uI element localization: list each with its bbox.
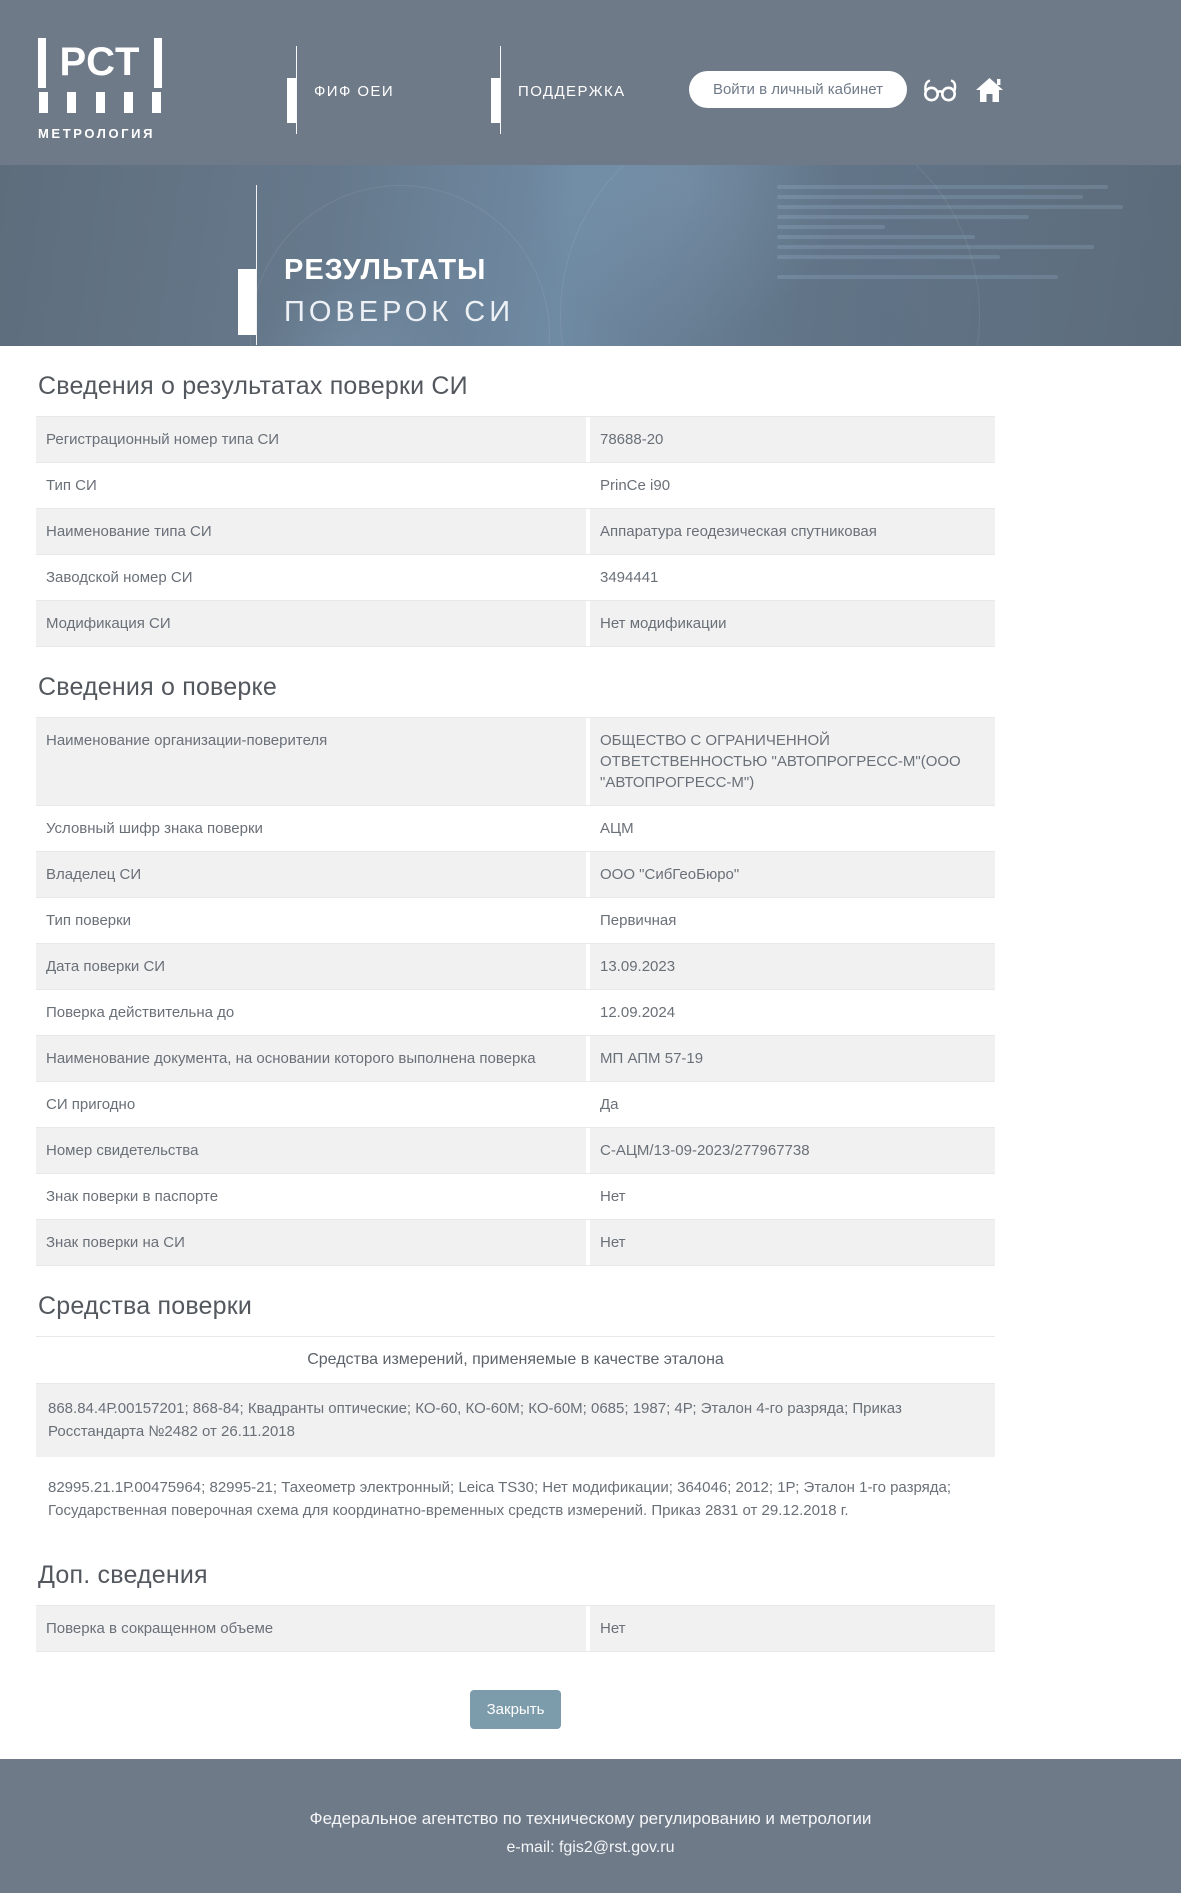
table-row	[36, 601, 995, 647]
row-value: Первичная	[600, 912, 677, 929]
page-title-line1: РЕЗУЛЬТАТЫ	[284, 254, 487, 286]
row-label: Поверка действительна до	[46, 1004, 235, 1021]
means-table	[36, 1336, 995, 1535]
row-label: Номер свидетельства	[36, 1128, 586, 1173]
section-heading-results: Сведения о результатах поверки СИ	[38, 372, 468, 400]
logo-left-bar	[38, 38, 46, 88]
logo-subtext: МЕТРОЛОГИЯ	[38, 126, 156, 141]
row-label: Наименование организации-поверителя	[36, 718, 586, 805]
row-label: Тип поверки	[46, 912, 132, 929]
table-row	[36, 944, 995, 990]
row-label: Условный шифр знака поверки	[46, 820, 263, 837]
glasses-icon[interactable]	[922, 77, 959, 103]
means-item: 868.84.4Р.00157201; 868-84; Квадранты оптические; КО-60, КО-60М; КО-60М; 0685; 1987; 4Р; Эталон 4-го разряда; Приказ Росстандарта №2482 от 26.11.2018	[36, 1384, 995, 1457]
nav-item-label: ФИФ ОЕИ	[314, 83, 395, 100]
row-value: Да	[600, 1096, 619, 1113]
nav-item-fif-oei[interactable]	[286, 46, 394, 134]
row-label: Тип СИ	[46, 477, 97, 494]
table-row	[36, 990, 995, 1036]
table-row	[36, 1606, 995, 1652]
row-label: Заводской номер СИ	[46, 569, 193, 586]
row-value: АЦМ	[600, 820, 634, 837]
footer-agency-text: Федеральное агентство по техническому регулированию и метрологии	[309, 1809, 872, 1828]
row-value: 78688-20	[590, 417, 995, 462]
row-label: Дата поверки СИ	[36, 944, 586, 989]
row-value: 12.09.2024	[600, 1004, 676, 1021]
row-label: Знак поверки в паспорте	[46, 1188, 219, 1205]
table-row	[36, 417, 995, 463]
logo-right-bar	[154, 38, 162, 88]
row-value: 3494441	[600, 569, 659, 586]
table-row	[36, 1174, 995, 1220]
row-label: Владелец СИ	[36, 852, 586, 897]
table-row	[36, 1220, 995, 1266]
login-button[interactable]: Войти в личный кабинет	[689, 71, 907, 108]
footer-email-link[interactable]: e-mail: fgis2@rst.gov.ru	[506, 1839, 675, 1856]
results-table	[36, 416, 995, 647]
logo[interactable]	[38, 38, 162, 141]
verification-table	[36, 717, 995, 1266]
row-label: СИ пригодно	[46, 1096, 136, 1113]
means-item: 82995.21.1Р.00475964; 82995-21; Тахеометр электронный; Leica TS30; Нет модификации; 364046; 2012; 1Р; Эталон 1-го разряда; Государственная поверочная схема для координатно-временных средств измерений. Приказ 2831 от 29.12.2018 г.	[48, 1478, 952, 1519]
logo-dashes	[38, 92, 162, 113]
row-value: Нет модификации	[590, 601, 995, 646]
close-button[interactable]: Закрыть	[470, 1690, 562, 1729]
row-label: Знак поверки на СИ	[36, 1220, 586, 1265]
button-row	[36, 1690, 995, 1729]
table-row	[36, 1128, 995, 1174]
nav-separator-icon	[286, 46, 297, 134]
home-icon[interactable]	[974, 76, 1005, 104]
site-footer	[0, 1759, 1181, 1893]
row-label: Наименование документа, на основании которого выполнена поверка	[36, 1036, 586, 1081]
table-row	[36, 806, 995, 852]
means-subheading: Средства измерений, применяемые в качестве эталона	[36, 1337, 995, 1384]
row-label: Модификация СИ	[36, 601, 586, 646]
row-value: Нет	[600, 1188, 626, 1205]
table-row	[36, 1036, 995, 1082]
page-title	[284, 254, 514, 329]
table-row	[36, 852, 995, 898]
nav-separator-icon	[490, 46, 501, 134]
section-heading-means: Средства поверки	[38, 1292, 253, 1320]
row-value: Нет	[590, 1606, 995, 1651]
logo-mark	[38, 38, 162, 88]
title-marker-icon	[237, 217, 257, 329]
row-label: Регистрационный номер типа СИ	[36, 417, 586, 462]
row-value: PrinCe i90	[600, 477, 671, 494]
nav-item-label: ПОДДЕРЖКА	[518, 83, 626, 100]
header-actions	[689, 71, 1005, 108]
table-row	[36, 463, 995, 509]
nav-item-podderzhka[interactable]	[490, 46, 625, 134]
page-banner	[0, 165, 1181, 346]
table-row	[36, 718, 995, 806]
row-value: 13.09.2023	[590, 944, 995, 989]
table-row	[36, 555, 995, 601]
row-value: ОБЩЕСТВО С ОГРАНИЧЕННОЙ ОТВЕТСТВЕННОСТЬЮ "АВТОПРОГРЕСС-М"(ООО "АВТОПРОГРЕСС-М")	[590, 718, 995, 805]
row-value: ООО "СибГеоБюро"	[590, 852, 995, 897]
row-label: Поверка в сокращенном объеме	[36, 1606, 586, 1651]
table-row	[36, 898, 995, 944]
section-heading-verification: Сведения о поверке	[38, 673, 277, 701]
additional-table	[36, 1605, 995, 1652]
section-heading-additional: Доп. сведения	[38, 1561, 208, 1589]
table-row	[36, 509, 995, 555]
row-value: МП АПМ 57-19	[590, 1036, 995, 1081]
table-row	[36, 1082, 995, 1128]
page-title-line2: ПОВЕРОК СИ	[284, 296, 515, 328]
row-label: Наименование типа СИ	[36, 509, 586, 554]
row-value: С-АЦМ/13-09-2023/277967738	[590, 1128, 995, 1173]
main-content	[36, 346, 995, 1759]
site-header	[0, 0, 1181, 165]
row-value: Аппаратура геодезическая спутниковая	[590, 509, 995, 554]
row-value: Нет	[590, 1220, 995, 1265]
logo-text: РСТ	[59, 40, 141, 84]
